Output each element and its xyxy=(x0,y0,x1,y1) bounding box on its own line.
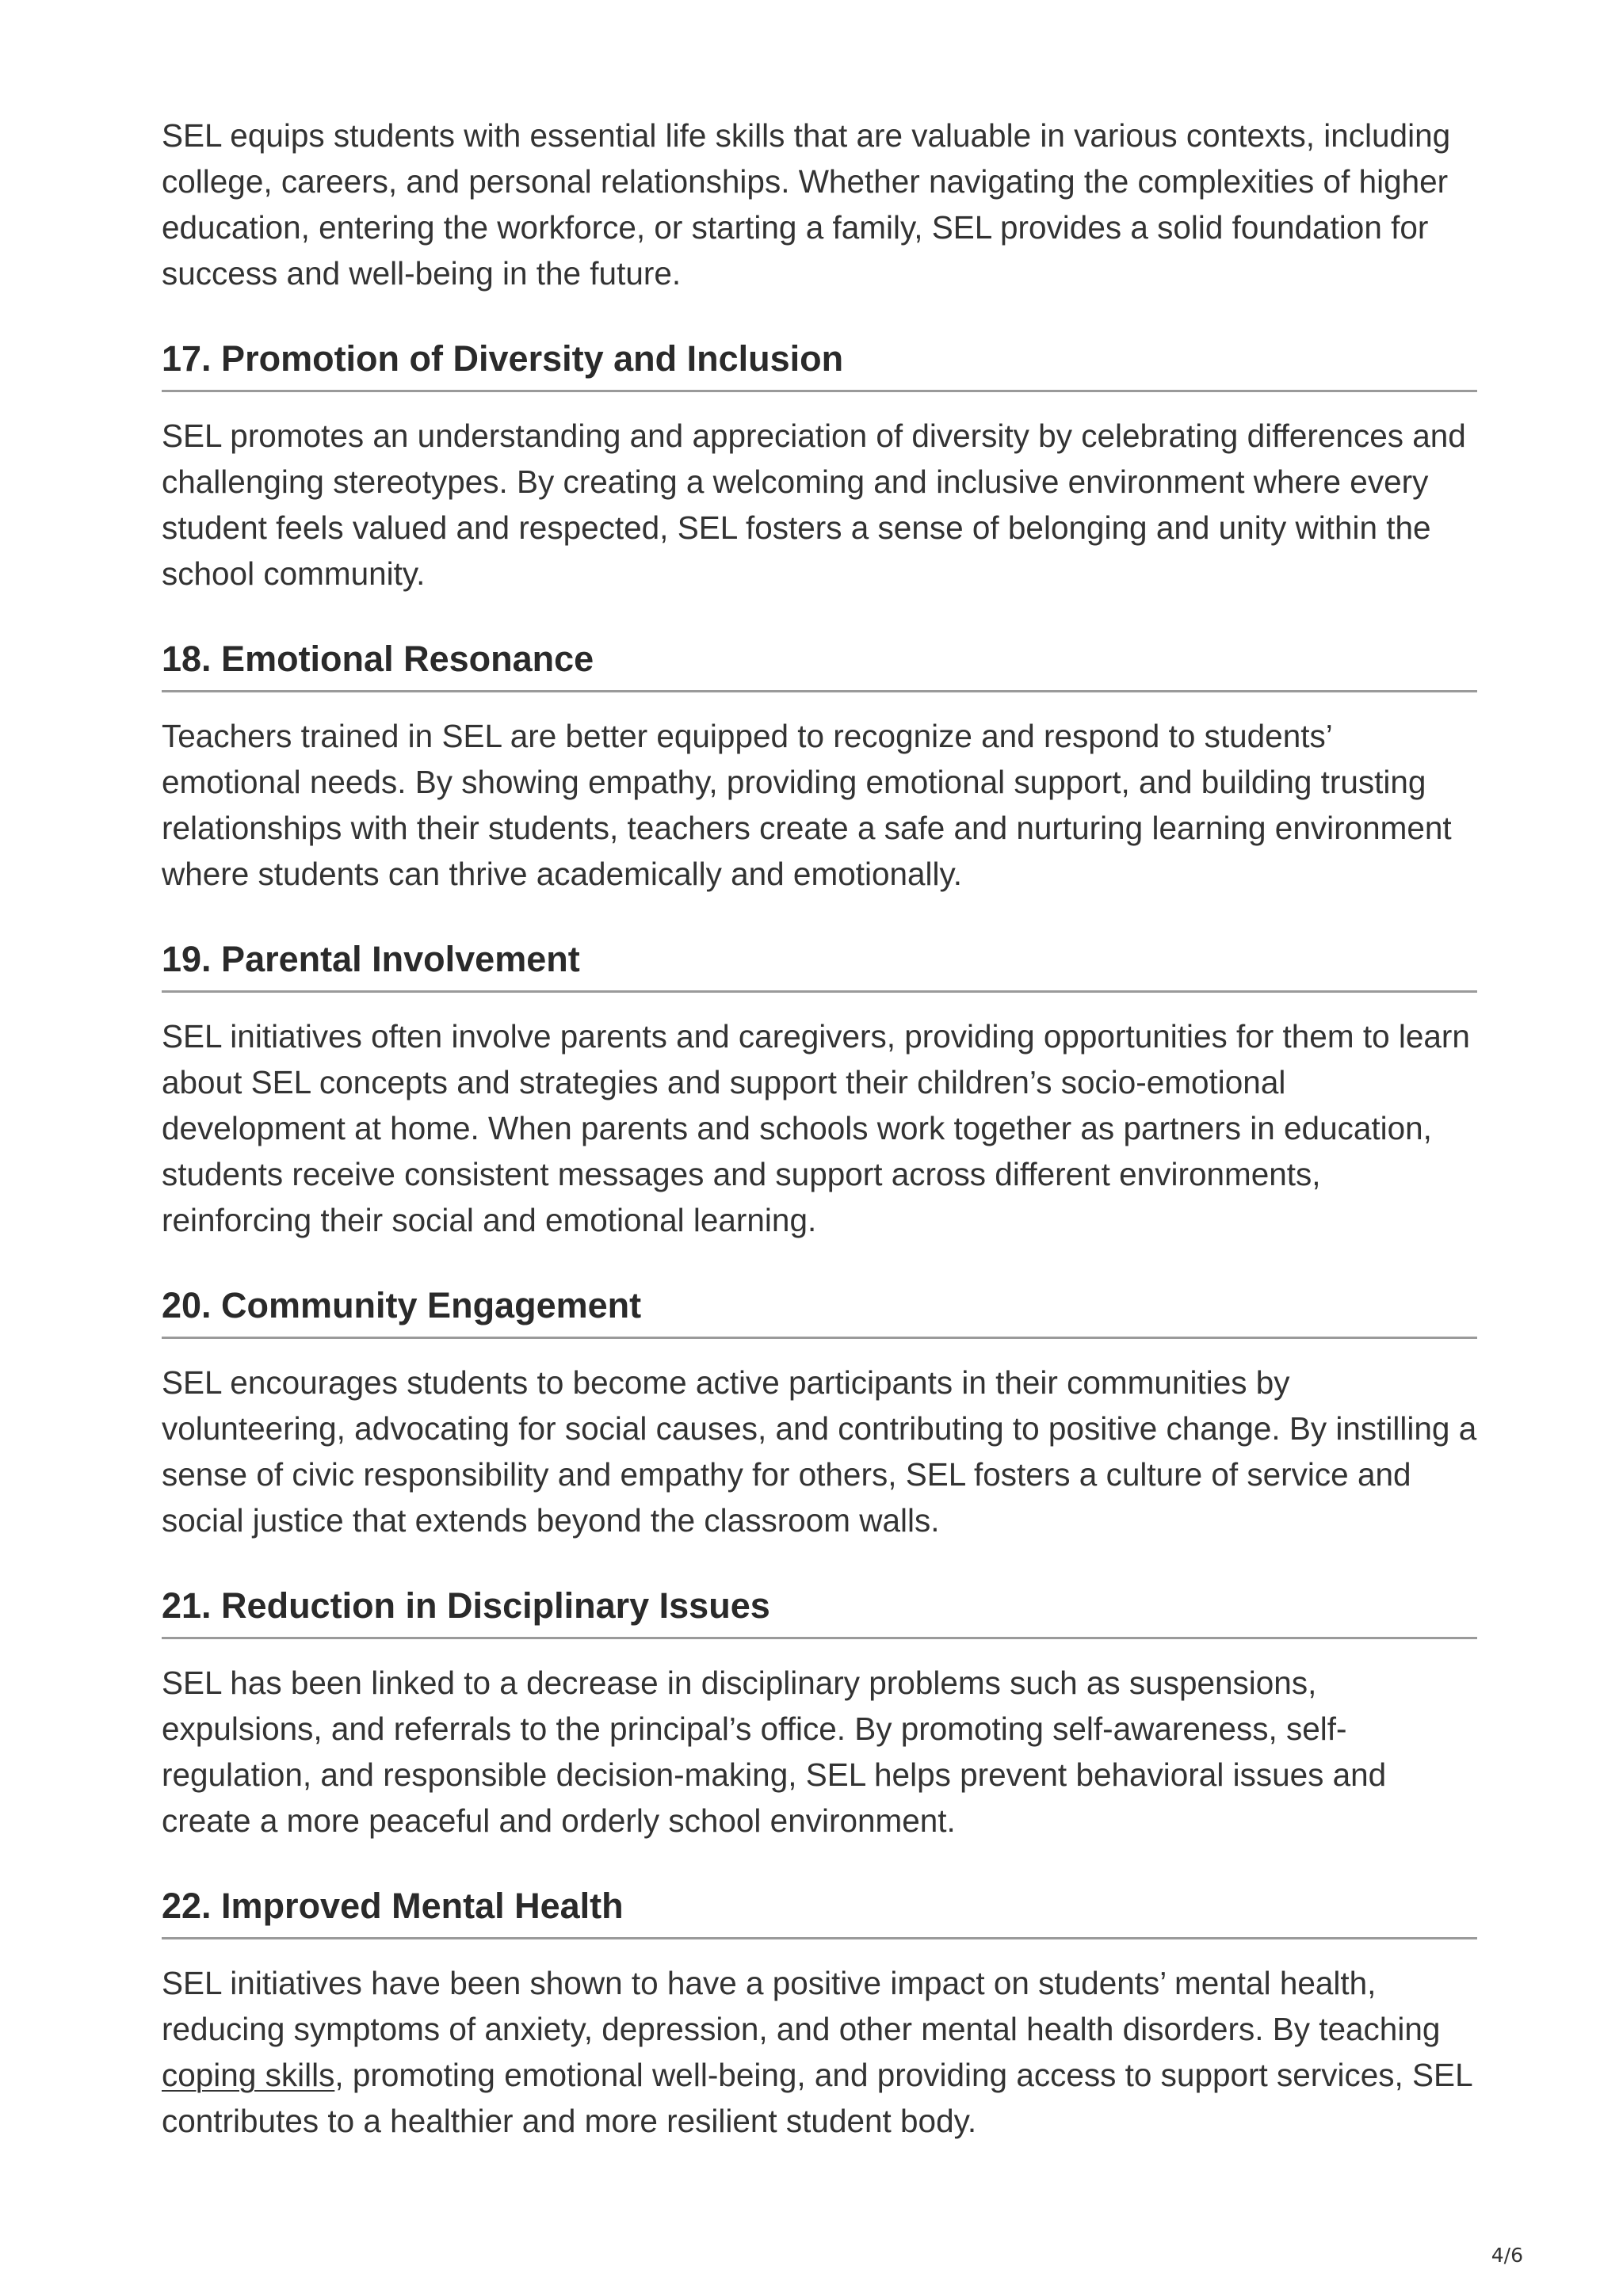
section-body: SEL promotes an understanding and appreciation of diversity by celebrating differences and challenging stereotypes. By creating a welcoming and inclusive environment where every student feels valued and respected, SEL fosters a sense of belonging and unity within the school community. xyxy=(162,418,1466,592)
section-body: Teachers trained in SEL are better equipped to recognize and respond to students’ emotional needs. By showing empathy, providing emotional support, and building trusting relationships with their students, teachers create a safe and nurturing learning environment where students can thrive academically and emotionally. xyxy=(162,718,1452,892)
intro-paragraph: SEL equips students with essential life skills that are valuable in various contexts, including college, careers, and personal relationships. Whether navigating the complexities of higher education, entering the workforce, or starting a family, SEL provides a solid foundation for success and well-being in the future. xyxy=(162,117,1451,292)
section-heading: 18. Emotional Resonance xyxy=(162,636,1477,692)
section-heading: 17. Promotion of Diversity and Inclusion xyxy=(162,336,1477,392)
section-body xyxy=(162,1960,1477,2144)
body-text-after-link: , promoting emotional well-being, and providing access to support services, SEL contributes to a healthier and more resilient student body. xyxy=(162,2057,1472,2139)
section-heading: 20. Community Engagement xyxy=(162,1283,1477,1339)
section-mental-health xyxy=(162,1883,1477,2144)
section-body: SEL initiatives often involve parents and caregivers, providing opportunities for them to learn about SEL concepts and strategies and support their children’s socio-emotional development at home. When parents and schools work together as partners in education, students receive consistent messages and support across different environments, reinforcing their social and emotional learning. xyxy=(162,1018,1470,1238)
section-emotional-resonance xyxy=(162,636,1477,897)
section-body: SEL has been linked to a decrease in disciplinary problems such as suspensions, expulsions, and referrals to the principal’s office. By promoting self-awareness, self-regulation, and responsible decision-making, SEL helps prevent behavioral issues and create a more peaceful and orderly school environment. xyxy=(162,1665,1387,1839)
coping-skills-link[interactable]: coping skills xyxy=(162,2057,335,2093)
section-heading: 19. Parental Involvement xyxy=(162,936,1477,993)
section-community-engagement xyxy=(162,1283,1477,1543)
section-diversity-inclusion xyxy=(162,336,1477,597)
section-heading: 21. Reduction in Disciplinary Issues xyxy=(162,1583,1477,1639)
page-number: 4/6 xyxy=(1491,2244,1523,2267)
section-heading: 22. Improved Mental Health xyxy=(162,1883,1477,1939)
article-content xyxy=(162,113,1477,2183)
section-body: SEL encourages students to become active participants in their communities by volunteering, advocating for social causes, and contributing to positive change. By instilling a sense of civic responsibility and empathy for others, SEL fosters a culture of service and social justice that extends beyond the classroom walls. xyxy=(162,1364,1477,1539)
body-text-before-link: SEL initiatives have been shown to have a positive impact on students’ mental health, reducing symptoms of anxiety, depression, and other mental health disorders. By teaching xyxy=(162,1965,1441,2047)
section-disciplinary-issues xyxy=(162,1583,1477,1844)
section-parental-involvement xyxy=(162,936,1477,1243)
